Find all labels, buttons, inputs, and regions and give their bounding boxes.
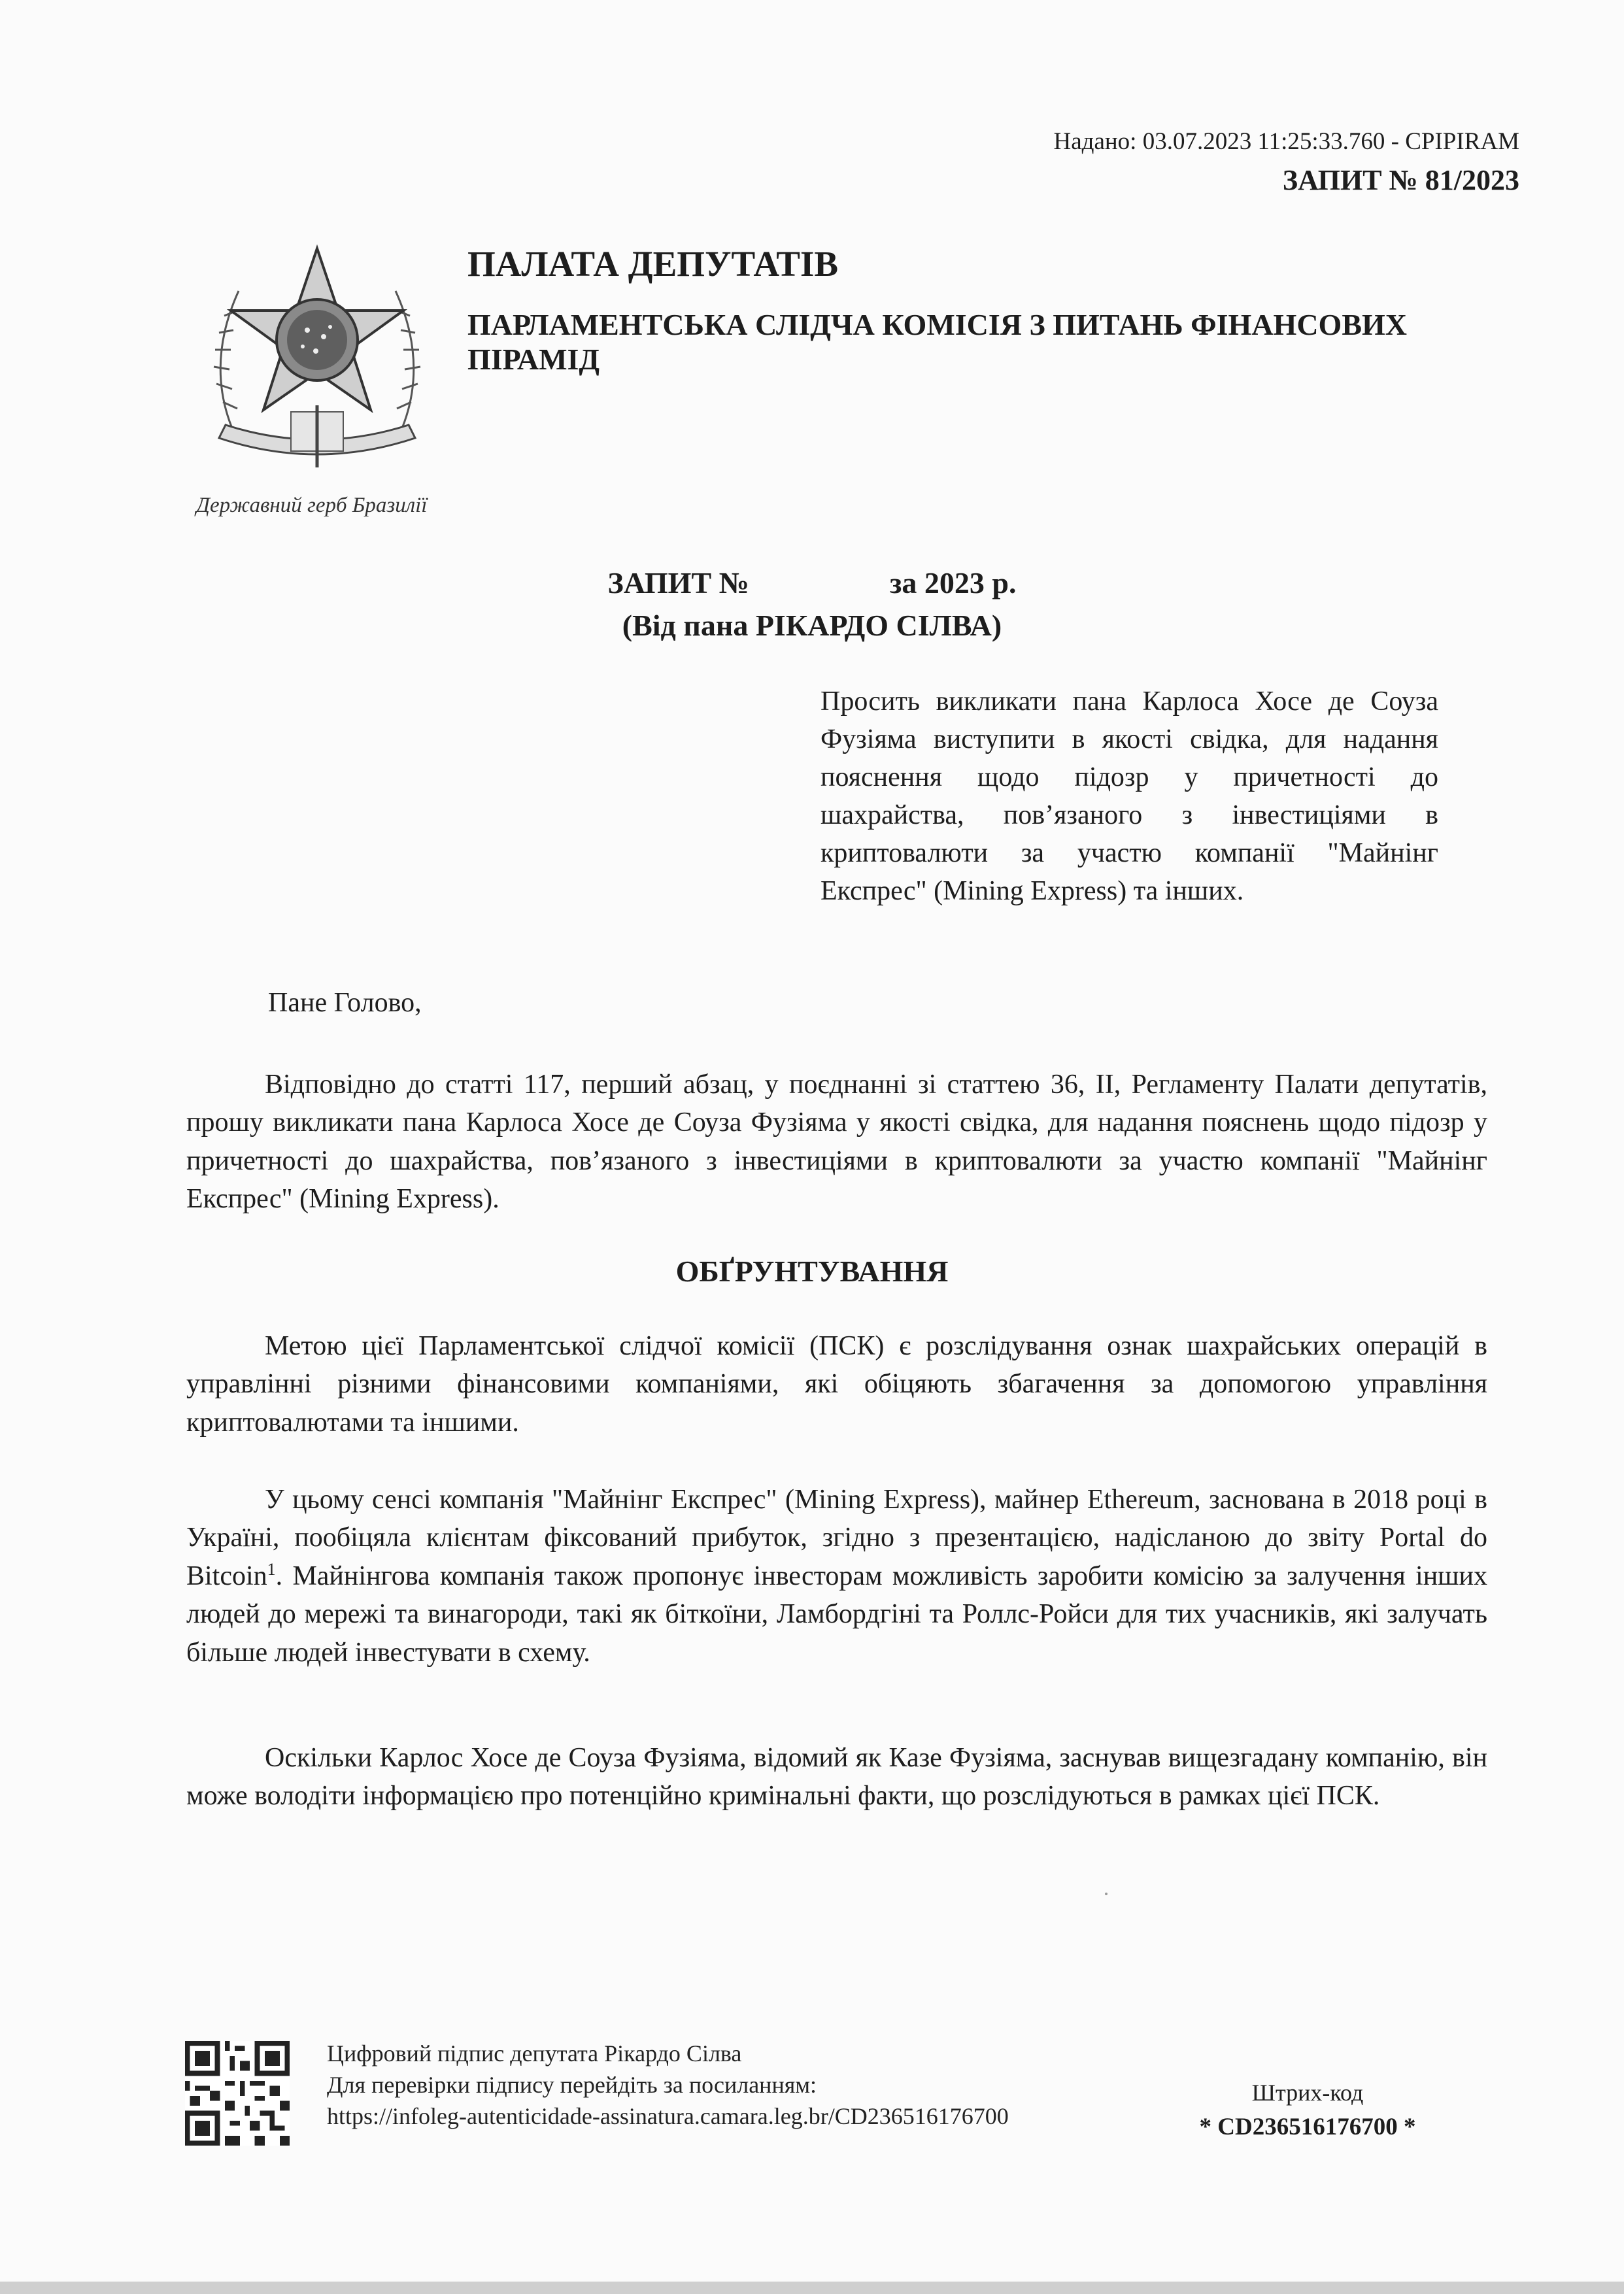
barcode-label: Штрих-код <box>1251 2080 1364 2106</box>
received-stamp: Надано: 03.07.2023 11:25:33.760 - CPIPIRAM <box>1053 128 1519 155</box>
footnote-marker: 1 <box>267 1559 276 1579</box>
paragraph-company <box>186 1481 1487 1672</box>
barcode-code: * CD236516176700 * <box>1199 2114 1416 2140</box>
emblem-caption: Державний герб Бразилії <box>196 494 428 517</box>
scan-speck <box>1105 1893 1108 1895</box>
paragraph-company-text-a: У цьому сенсі компанія "Майнінг Експрес" (Mining Express), майнер Ethereum, заснована в 2018 році в Україні, пообіцяла клієнтам фіксований прибуток, згідно з презентацією, надісланою до звіту Portal do Bitcoin <box>186 1485 1487 1591</box>
commission-name: ПАРЛАМЕНТСЬКА СЛІДЧА КОМІСІЯ З ПИТАНЬ ФІНАНСОВИХ ПІРАМІД <box>467 308 1408 377</box>
request-summary: Просить викликати пана Карлоса Хосе де Соуза Фузіяма виступити в якості свідка, для надання пояснення щодо підозр у причетності до шахрайства, пов’язаного з інвестиціями в криптовалюти за участю компанії "Майнінг Експрес" (Mining Express) та інших. <box>820 686 1438 906</box>
salutation: Пане Голово, <box>268 988 422 1018</box>
digital-signature <box>327 2038 1009 2133</box>
signature-line-1: Цифровий підпис депутата Рікардо Сілва <box>327 2040 742 2066</box>
paragraph-purpose: Метою цієї Парламентської слідчої комісії (ПСК) є розслідування ознак шахрайських операцій в управлінні різними фінансовими компаніями, які обіцяють збагачення за допомогою управління криптовалютами та іншими. <box>186 1331 1487 1438</box>
justification-heading: ОБҐРУНТУВАННЯ <box>675 1255 949 1288</box>
request-title <box>0 565 1624 600</box>
chamber-name: ПАЛАТА ДЕПУТАТІВ <box>467 244 839 284</box>
request-number: ЗАПИТ № 81/2023 <box>1282 164 1519 196</box>
request-title-left: ЗАПИТ № <box>607 566 749 599</box>
coat-of-arms-icon <box>193 232 441 481</box>
paragraph-company-text-b: . Майнінгова компанія також пропонує інвесторам можливість заробити комісію за залучення інших людей до мережі та винагороди, такі як біткоїни, Ламбордгіні та Роллс-Ройси для тих учасників, які залучать більше людей інвестувати в схему. <box>186 1560 1487 1668</box>
request-title-right: за 2023 р. <box>889 566 1017 599</box>
paragraph-request: Відповідно до статті 117, перший абзац, у поєднанні зі статтею 36, II, Регламенту Палати депутатів, прошу викликати пана Карлоса Хосе де Соуза Фузіяма у якості свідка, для надання пояснень щодо підозр у причетності до шахрайства, пов’язаного з інвестиціями в криптовалюти за участю компанії "Майнінг Експрес" (Mining Express). <box>186 1070 1487 1215</box>
qr-code-icon <box>185 2041 290 2146</box>
request-from: (Від пана РІКАРДО СІЛВА) <box>622 609 1002 642</box>
scan-edge <box>0 2282 1624 2294</box>
signature-url: https://infoleg-autenticidade-assinatura.camara.leg.br/CD236516176700 <box>327 2102 1009 2129</box>
signature-line-2: Для перевірки підпису перейдіть за посиланням: <box>327 2071 817 2098</box>
paragraph-founder: Оскільки Карлос Хосе де Соуза Фузіяма, відомий як Казе Фузіяма, заснував вищезгадану компанію, він може володіти інформацією про потенційно кримінальні факти, що розслідуються в рамках цієї ПСК. <box>186 1743 1487 1812</box>
